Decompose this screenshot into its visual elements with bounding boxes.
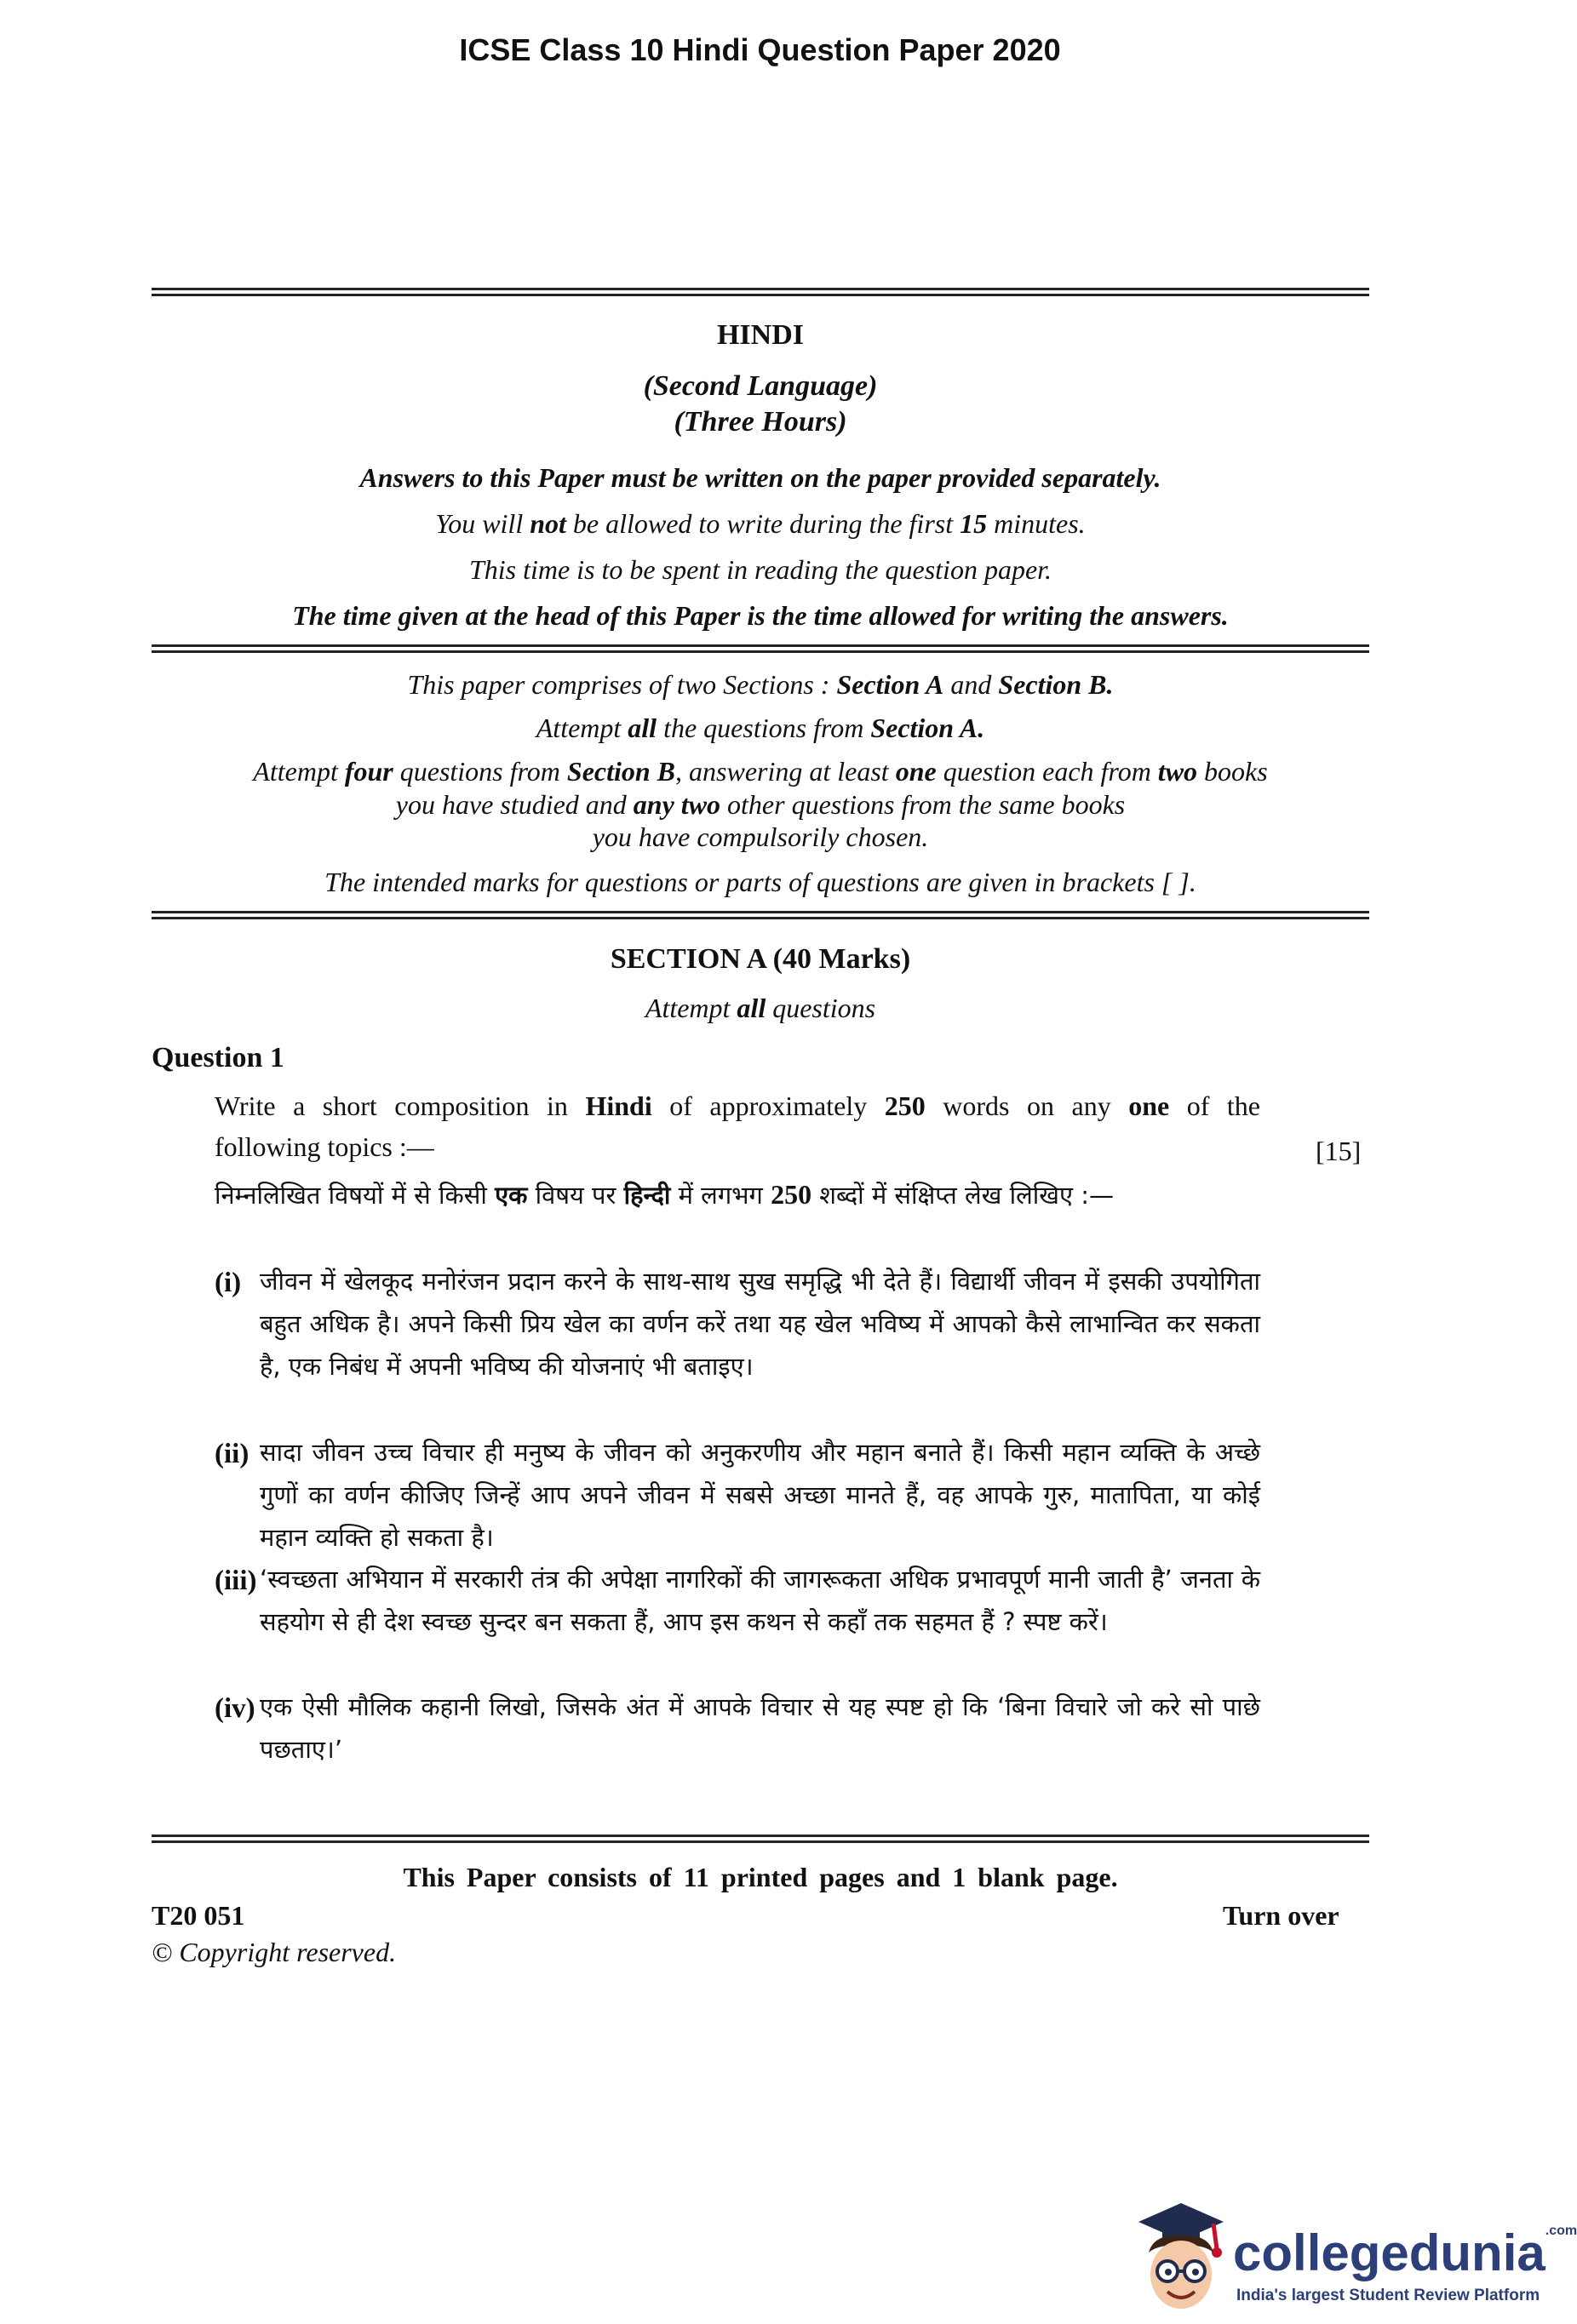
option-text: जीवन में खेलकूद मनोरंजन प्रदान करने के साथ-साथ सुख समृद्धि भी देते हैं। विद्यार्थी जीवन में इसकी उपयोगिता बहुत अधिक है। अपने किसी प्रिय खेल का वर्णन करें तथा यह खेल भविष्य में आपको कैसे लाभान्वित कर सकता है, एक निबंध में अपनी भविष्य की योजनाएं भी बताइए। [260, 1267, 1260, 1381]
brand-name: collegedunia [1233, 2224, 1545, 2281]
question-label: Question 1 [152, 1042, 284, 1073]
section-title: SECTION A (40 Marks) [610, 943, 911, 975]
rule-marks: The intended marks for questions or parts of questions are given in brackets [ ]. [324, 867, 1196, 897]
option-number: (iv) [215, 1693, 255, 1724]
option-number: (i) [215, 1268, 242, 1298]
instruction-reading: This time is to be spent in reading the question paper. [468, 554, 1052, 585]
question-marks: [15] [1316, 1136, 1362, 1166]
divider [152, 644, 1369, 653]
option-number: (iii) [215, 1566, 257, 1596]
paper-code: T20 051 [152, 1900, 245, 1931]
question-english-line1: Write a short composition in Hindi of approximately 250 words on any one of the [215, 1090, 1261, 1121]
mascot-icon [1128, 2196, 1230, 2320]
page-count-note: This Paper consists of 11 printed pages and 1 blank page. [403, 1862, 1118, 1892]
turn-over: Turn over [1223, 1900, 1339, 1931]
question-hindi: निम्नलिखित विषयों में से किसी एक विषय पर हिन्दी में लगभग 250 शब्दों में संक्षिप्त लेख लिखिए :— [215, 1179, 1115, 1210]
rule-section-a: Attempt all the questions from Section A. [536, 713, 985, 743]
question-english-line2: following topics :— [215, 1131, 434, 1162]
rule-section-b: Attempt four questions from Section B, answering at least one question each from two books [253, 756, 1268, 787]
option-text: सादा जीवन उच्च विचार ही मनुष्य के जीवन को अनुकरणीय और महान बनाते हैं। किसी महान व्यक्ति के अच्छे गुणों का वर्णन कीजिए जिन्हें आप अपने जीवन में सबसे अच्छा मानते हैं, वह आपके गुरु, मातापिता, या कोई महान व्यक्ति हो सकता है। [260, 1438, 1260, 1552]
rule-section-b-end: you have compulsorily chosen. [592, 821, 929, 852]
subject-title: HINDI [716, 319, 805, 351]
instruction-answers: Answers to this Paper must be written on the paper provided separately. [359, 462, 1161, 493]
option-text: एक ऐसी मौलिक कहानी लिखो, जिसके अंत में आपके विचार से यह स्पष्ट हो कि ‘बिना विचारे जो करे सो पाछे पछताए।’ [260, 1692, 1260, 1764]
brand-domain: .com [1545, 2224, 1577, 2238]
option-text: ‘स्वच्छता अभियान में सरकारी तंत्र की अपेक्षा नागरिकों की जागरूकता अधिक प्रभावपूर्ण मानी जाती है’ जनता के सहयोग से ही देश स्वच्छ सुन्दर बन सकता हैं, आप इस कथन से कहाँ तक सहमत हैं ? स्पष्ट करें। [260, 1565, 1260, 1636]
divider [152, 288, 1369, 296]
rule-sections: This paper comprises of two Sections : Section A and Section B. [407, 669, 1114, 700]
brand-logo [1233, 2224, 1577, 2282]
divider [152, 1835, 1369, 1843]
brand-tagline: India's largest Student Review Platform [1236, 2287, 1540, 2304]
duration-label: (Three Hours) [674, 406, 847, 438]
instruction-time: The time given at the head of this Paper is the time allowed for writing the answers. [292, 600, 1229, 631]
divider [152, 911, 1369, 919]
copyright: © Copyright reserved. [152, 1937, 397, 1967]
language-label: (Second Language) [643, 370, 878, 402]
option-number: (ii) [215, 1439, 249, 1469]
instruction-reading-time: You will not be allowed to write during the first 15 minutes. [435, 508, 1086, 539]
rule-section-b-cont: you have studied and any two other questions from the same books [395, 789, 1126, 820]
document-header: ICSE Class 10 Hindi Question Paper 2020 [459, 32, 1061, 67]
section-attempt: Attempt all questions [645, 993, 876, 1023]
